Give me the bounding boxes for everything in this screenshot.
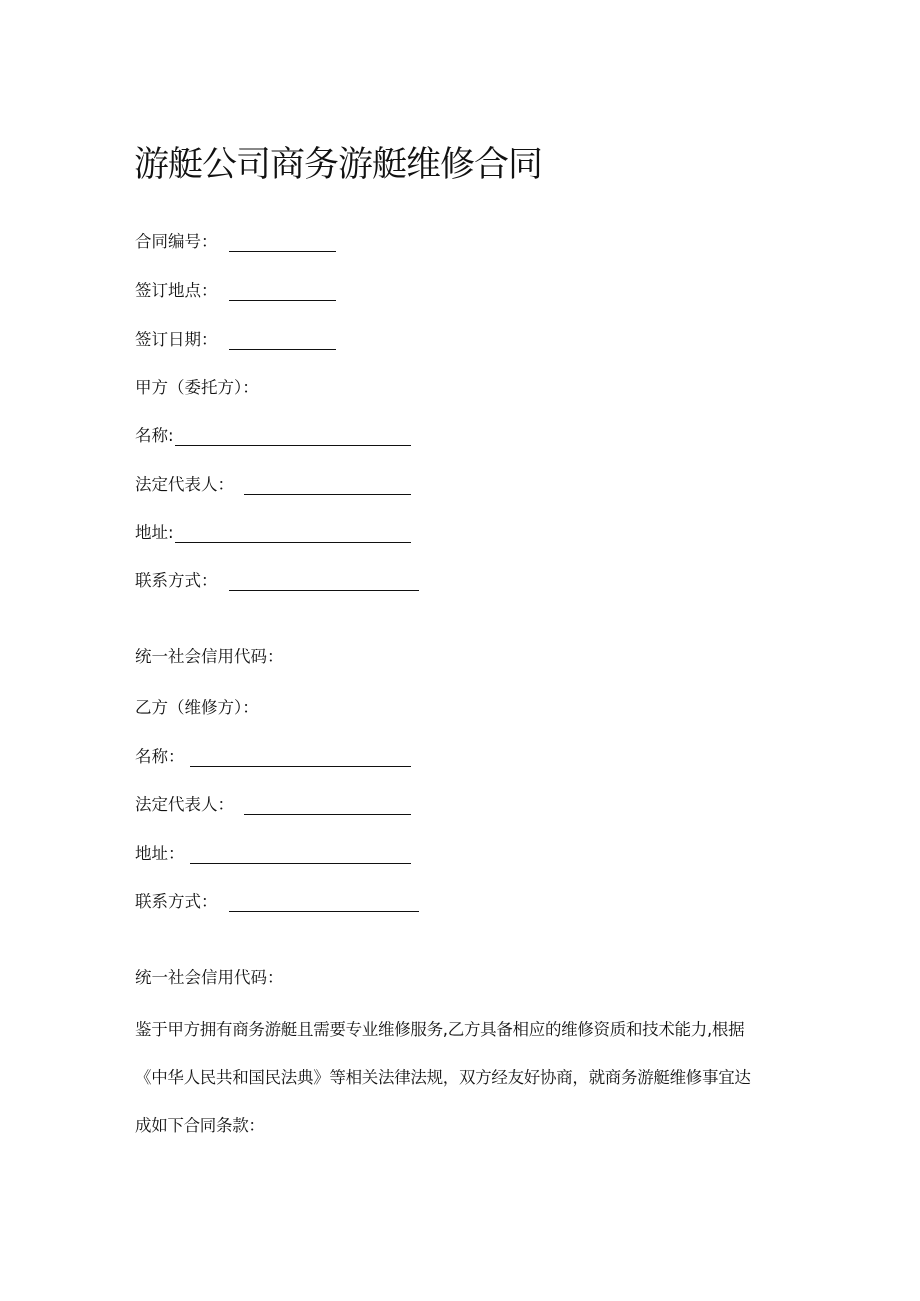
party-b-heading: 乙方（维修方）： <box>135 698 259 717</box>
party-a-credit-code-label: 统一社会信用代码： <box>135 647 284 666</box>
party-a-legal-rep-field <box>135 473 411 497</box>
party-b-contact-field <box>135 890 419 914</box>
sign-place-label: 签订地点： <box>135 281 218 300</box>
sign-place-field <box>135 279 336 303</box>
party-a-name-field <box>135 424 411 448</box>
party-b-legal-rep-blank[interactable] <box>244 796 411 815</box>
party-a-contact-blank[interactable] <box>229 572 419 591</box>
party-a-address-label: 地址: <box>135 523 174 542</box>
document-title: 游艇公司商务游艇维修合同 <box>134 145 543 185</box>
sign-place-blank[interactable] <box>229 282 336 301</box>
sign-date-blank[interactable] <box>229 331 336 350</box>
preamble-line-3: 成如下合同条款： <box>135 1116 265 1135</box>
party-a-contact-field <box>135 569 419 593</box>
party-a-legal-rep-blank[interactable] <box>244 476 411 495</box>
party-b-contact-label: 联系方式： <box>135 892 218 911</box>
party-b-address-label: 地址： <box>135 844 185 863</box>
sign-date-field <box>135 328 336 352</box>
party-b-credit-code-label: 统一社会信用代码： <box>135 968 284 987</box>
party-a-name-blank[interactable] <box>175 427 411 446</box>
preamble-line-2: 《中华人民共和国民法典》等相关法律法规，双方经友好协商，就商务游艇维修事宜达 <box>135 1068 751 1087</box>
party-a-legal-rep-label: 法定代表人： <box>135 475 234 494</box>
party-a-address-blank[interactable] <box>175 524 411 543</box>
party-b-contact-blank[interactable] <box>229 893 419 912</box>
preamble-line-1: 鉴于甲方拥有商务游艇且需要专业维修服务,乙方具备相应的维修资质和技术能力,根据 <box>135 1020 745 1039</box>
contract-number-blank[interactable] <box>229 233 336 252</box>
contract-number-label: 合同编号： <box>135 232 218 251</box>
party-b-legal-rep-field <box>135 793 411 817</box>
party-b-address-blank[interactable] <box>190 845 411 864</box>
party-b-name-field <box>135 745 411 769</box>
party-a-name-label: 名称: <box>135 426 174 445</box>
party-b-address-field <box>135 842 411 866</box>
party-b-legal-rep-label: 法定代表人： <box>135 795 234 814</box>
party-b-name-label: 名称： <box>135 747 185 766</box>
contract-number-field <box>135 230 336 254</box>
party-a-contact-label: 联系方式： <box>135 571 218 590</box>
party-b-name-blank[interactable] <box>190 748 411 767</box>
party-a-address-field <box>135 521 411 545</box>
sign-date-label: 签订日期： <box>135 330 218 349</box>
party-a-heading: 甲方（委托方）： <box>135 378 259 397</box>
